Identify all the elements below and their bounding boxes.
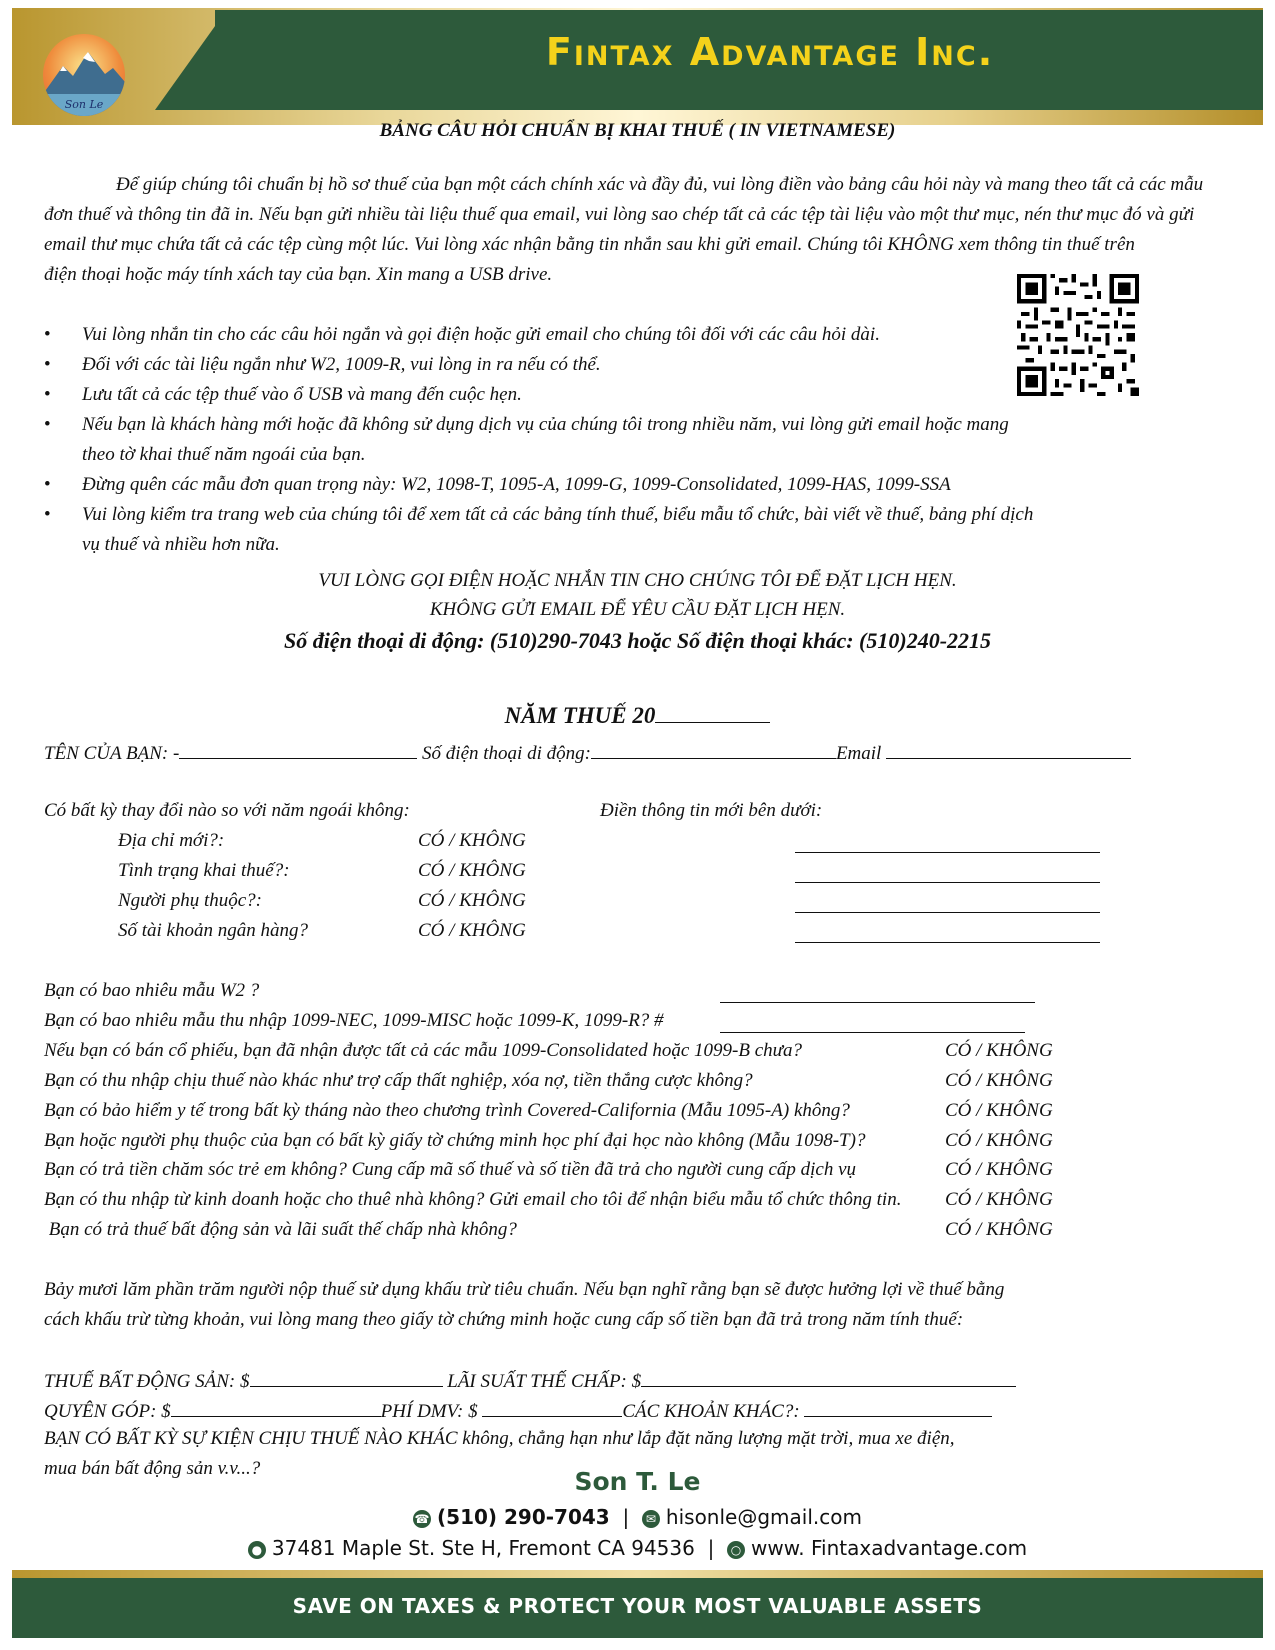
donation-label: QUYÊN GÓP: $ bbox=[44, 1401, 171, 1422]
contact-row bbox=[44, 736, 1144, 769]
other-events-line: mua bán bất động sản v.v...? bbox=[44, 1458, 261, 1479]
preparer-name: Son T. Le bbox=[574, 1467, 701, 1496]
question-stocks: Nếu bạn có bán cổ phiếu, bạn đã nhận được tất cả các mẫu 1099-Consolidated hoặc 1099-B chưa? bbox=[44, 1040, 803, 1061]
company-logo bbox=[43, 34, 125, 116]
donation-input[interactable] bbox=[171, 1394, 381, 1417]
phone-icon: ☎ bbox=[414, 1511, 430, 1526]
footer-tagline: SAVE ON TAXES & PROTECT YOUR MOST VALUABLE ASSETS bbox=[292, 1594, 983, 1618]
separator: | bbox=[622, 1505, 630, 1529]
question-business-income: Bạn có thu nhập từ kinh doanh hoặc cho thuê nhà không? Gửi email cho tôi để nhận biểu mẫu tổ chức thông tin. bbox=[44, 1189, 902, 1210]
document-title: BẢNG CÂU HỎI CHUẨN BỊ KHAI THUẾ ( IN VIETNAMESE) bbox=[379, 120, 896, 141]
phone-numbers: Số điện thoại di động: (510)290-7043 hoặc Số điện thoại khác: (510)240-2215 bbox=[283, 628, 992, 653]
company-name: Fintax Advantage Inc. bbox=[545, 30, 995, 74]
question-health-insurance: Bạn có bảo hiểm y tế trong bất kỳ tháng nào theo chương trình Covered-California (Mẫu 1095-A) không? bbox=[44, 1100, 850, 1121]
answer-business-income[interactable]: CÓ / KHÔNG bbox=[945, 1189, 1053, 1210]
other-deductions-input[interactable] bbox=[804, 1394, 992, 1417]
1099-count-input[interactable] bbox=[720, 1032, 1025, 1033]
list-item: • Đối với các tài liệu ngắn như W2, 1009-R, vui lòng in ra nếu có thể. bbox=[44, 350, 1034, 380]
change-options-bank-account[interactable]: CÓ / KHÔNG bbox=[418, 920, 526, 941]
intro-line: điện thoại hoặc máy tính xách tay của bạn. Xin mang a USB drive. bbox=[44, 264, 553, 285]
instruction-list bbox=[44, 320, 1034, 560]
new-dependents-input[interactable] bbox=[795, 912, 1100, 913]
list-item: • Vui lòng kiểm tra trang web của chúng tôi để xem tất cả các bảng tính thuế, biểu mẫu tổ chức, bài viết về thuế, bảng phí dịch vụ thuế và nhiều hơn nữa. bbox=[44, 500, 1034, 560]
property-tax-input[interactable] bbox=[250, 1364, 443, 1387]
email-input[interactable] bbox=[886, 736, 1131, 759]
globe-icon: ○ bbox=[727, 1541, 745, 1559]
mortgage-label: LÃI SUẤT THẾ CHẤP: $ bbox=[447, 1371, 642, 1392]
question-tuition: Bạn hoặc người phụ thuộc của bạn có bất kỳ giấy tờ chứng minh học phí đại học nào không (Mẫu 1098-T)? bbox=[44, 1130, 866, 1151]
deduction-text-line: Bảy mươi lăm phần trăm người nộp thuế sử dụng khấu trừ tiêu chuẩn. Nếu bạn nghĩ rằng bạn sẽ được hưởng lợi về thuế bằng bbox=[44, 1279, 1005, 1300]
tax-year bbox=[0, 700, 1275, 729]
answer-other-income[interactable]: CÓ / KHÔNG bbox=[945, 1070, 1053, 1091]
dmv-input[interactable] bbox=[482, 1394, 622, 1417]
change-label-address: Địa chỉ mới?: bbox=[118, 830, 225, 851]
answer-childcare[interactable]: CÓ / KHÔNG bbox=[945, 1159, 1053, 1180]
intro-line: đơn thuế và thông tin đã in. Nếu bạn gửi nhiều tài liệu thuế qua email, vui lòng sao chép tất cả các tệp tài liệu vào một thư mục, nén thư mục đó và gửi bbox=[44, 204, 1195, 225]
change-label-filing-status: Tình trạng khai thuế?: bbox=[118, 860, 290, 881]
list-item: • Vui lòng nhắn tin cho các câu hỏi ngắn và gọi điện hoặc gửi email cho chúng tôi đối với các câu hỏi dài. bbox=[44, 320, 1034, 350]
list-item: • Lưu tất cả các tệp thuế vào ổ USB và mang đến cuộc hẹn. bbox=[44, 380, 1034, 410]
answer-tuition[interactable]: CÓ / KHÔNG bbox=[945, 1130, 1053, 1151]
location-pin-icon: ● bbox=[248, 1541, 266, 1559]
footer-address: 37481 Maple St. Ste H, Fremont CA 94536 bbox=[271, 1536, 695, 1560]
contact-line-1 bbox=[0, 1505, 1275, 1529]
deduction-row-2 bbox=[44, 1394, 992, 1427]
new-filing-status-input[interactable] bbox=[795, 882, 1100, 883]
question-property-tax: Bạn có trả thuế bất động sản và lãi suất thế chấp nhà không? bbox=[44, 1219, 517, 1240]
name-input[interactable] bbox=[179, 736, 417, 759]
email-icon: ✉ bbox=[642, 1510, 660, 1528]
mortgage-input[interactable] bbox=[641, 1364, 1016, 1387]
answer-property-tax[interactable]: CÓ / KHÔNG bbox=[945, 1219, 1053, 1240]
tax-year-input[interactable] bbox=[655, 700, 770, 723]
new-address-input[interactable] bbox=[795, 852, 1100, 853]
email-label: Email bbox=[835, 743, 882, 764]
intro-paragraph bbox=[44, 170, 1234, 290]
answer-health-insurance[interactable]: CÓ / KHÔNG bbox=[945, 1100, 1053, 1121]
new-bank-account-input[interactable] bbox=[795, 942, 1100, 943]
1099-count-question: Bạn có bao nhiêu mẫu thu nhập 1099-NEC, 1099-MISC hoặc 1099-K, 1099-R? # bbox=[44, 1010, 664, 1031]
property-tax-label: THUẾ BẤT ĐỘNG SẢN: $ bbox=[44, 1371, 250, 1392]
new-info-label: Điền thông tin mới bên dưới: bbox=[600, 800, 823, 821]
dmv-label: PHÍ DMV: $ bbox=[380, 1401, 478, 1422]
question-other-income: Bạn có thu nhập chịu thuế nào khác như trợ cấp thất nghiệp, xóa nợ, tiền thắng cược không? bbox=[44, 1070, 753, 1091]
footer-gold-band bbox=[12, 1570, 1263, 1578]
logo-text: Son Le bbox=[64, 98, 104, 111]
change-label-bank-account: Số tài khoản ngân hàng? bbox=[118, 920, 308, 941]
change-options-address[interactable]: CÓ / KHÔNG bbox=[418, 830, 526, 851]
question-childcare: Bạn có trả tiền chăm sóc trẻ em không? Cung cấp mã số thuế và số tiền đã trả cho người cung cấp dịch vụ bbox=[44, 1159, 857, 1180]
footer-phone[interactable]: (510) 290-7043 bbox=[437, 1505, 610, 1529]
contact-line-2 bbox=[0, 1536, 1275, 1560]
other-events-line: BẠN CÓ BẤT KỲ SỰ KIỆN CHỊU THUẾ NÀO KHÁC không, chẳng hạn như lắp đặt năng lượng mặt trời, mua xe điện, bbox=[44, 1428, 955, 1449]
list-item: • Đừng quên các mẫu đơn quan trọng này: W2, 1098-T, 1095-A, 1099-G, 1099-Consolidated, 1099-HAS, 1099-SSA bbox=[44, 470, 1034, 500]
changes-question: Có bất kỳ thay đổi nào so với năm ngoái không: bbox=[44, 800, 410, 821]
intro-line: Để giúp chúng tôi chuẩn bị hồ sơ thuế của bạn một cách chính xác và đầy đủ, vui lòng điền vào bảng câu hỏi này và mang theo tất cả các mẫu bbox=[116, 174, 1204, 195]
other-deductions-label: CÁC KHOẢN KHÁC?: bbox=[622, 1401, 800, 1422]
w2-count-question: Bạn có bao nhiêu mẫu W2 ? bbox=[44, 980, 260, 1001]
change-options-filing-status[interactable]: CÓ / KHÔNG bbox=[418, 860, 526, 881]
appointment-notice-email: KHÔNG GỬI EMAIL ĐỂ YÊU CẦU ĐẶT LỊCH HẸN. bbox=[429, 599, 846, 620]
name-label: TÊN CỦA BẠN: - bbox=[44, 743, 180, 764]
footer-website[interactable]: www. Fintaxadvantage.com bbox=[751, 1536, 1028, 1560]
answer-stocks[interactable]: CÓ / KHÔNG bbox=[945, 1040, 1053, 1061]
separator: | bbox=[707, 1536, 715, 1560]
deduction-text-line: cách khấu trừ từng khoản, vui lòng mang theo giấy tờ chứng minh hoặc cung cấp số tiền bạn đã trả trong năm tính thuế: bbox=[44, 1309, 964, 1330]
intro-line: email thư mục chứa tất cả các tệp cùng một lúc. Vui lòng xác nhận bằng tin nhắn sau khi gửi email. Chúng tôi KHÔNG xem thông tin thuế trên bbox=[44, 234, 1135, 255]
w2-count-input[interactable] bbox=[720, 1002, 1035, 1003]
change-options-dependents[interactable]: CÓ / KHÔNG bbox=[418, 890, 526, 911]
deduction-row-1 bbox=[44, 1364, 1016, 1397]
change-label-dependents: Người phụ thuộc?: bbox=[118, 890, 262, 911]
footer-email[interactable]: hisonle@gmail.com bbox=[665, 1505, 862, 1529]
appointment-notice-call: VUI LÒNG GỌI ĐIỆN HOẶC NHẮN TIN CHO CHÚNG TÔI ĐỂ ĐẶT LỊCH HẸN. bbox=[318, 570, 957, 591]
mobile-phone-label: Số điện thoại di động: bbox=[422, 743, 591, 764]
qr-code[interactable] bbox=[1017, 274, 1139, 396]
tax-year-label: NĂM THUẾ 20 bbox=[504, 703, 656, 728]
list-item: • Nếu bạn là khách hàng mới hoặc đã không sử dụng dịch vụ của chúng tôi trong nhiều năm, vui lòng gửi email hoặc mang theo tờ khai thuế năm ngoái của bạn. bbox=[44, 410, 1034, 470]
mobile-phone-input[interactable] bbox=[591, 736, 836, 759]
